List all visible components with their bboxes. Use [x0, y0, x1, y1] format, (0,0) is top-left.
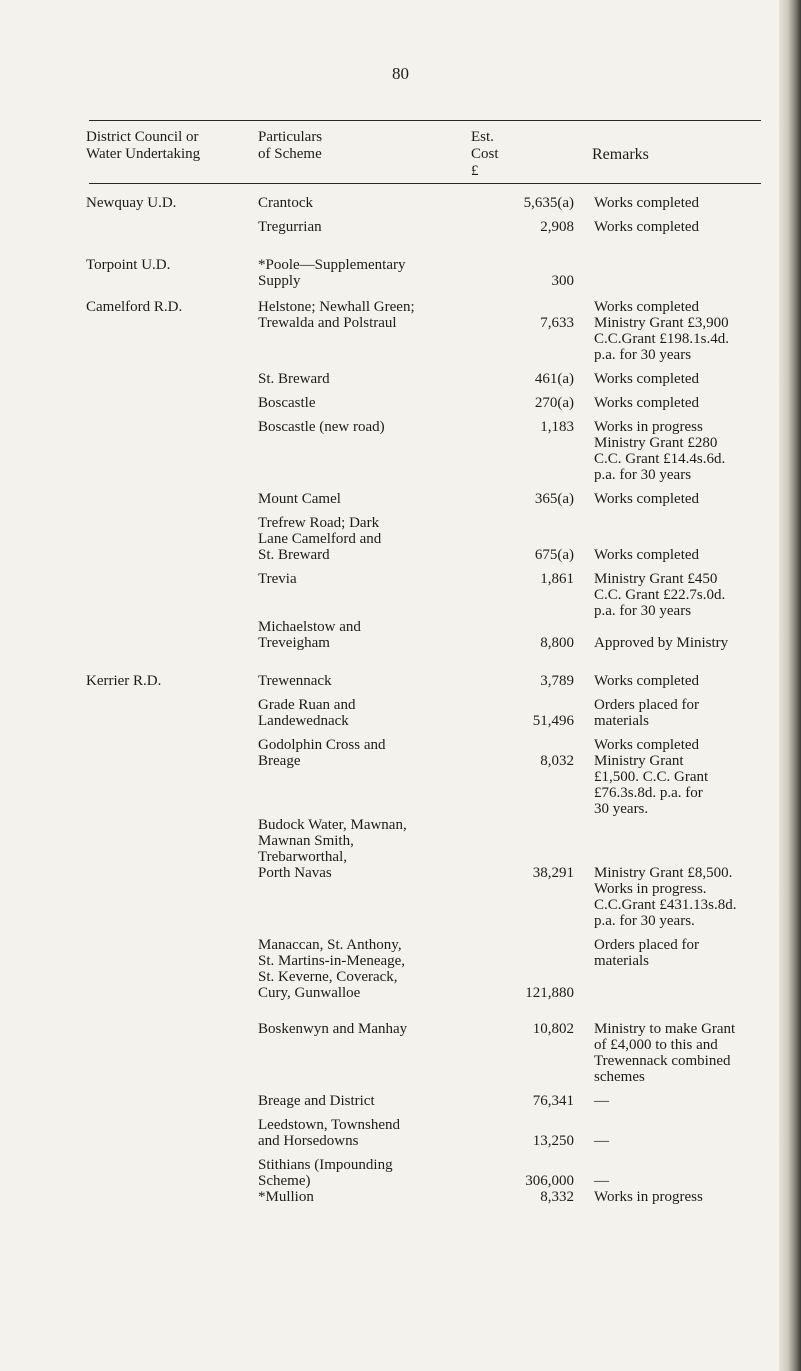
row-remarks: Orders placed for materials — [594, 937, 699, 969]
row-particulars: Trewennack — [258, 673, 332, 689]
table-row — [0, 673, 801, 689]
row-cost: 38,291 — [532, 865, 574, 881]
page-edge-shadow — [779, 0, 801, 1371]
row-particulars: Leedstown, Townshend and Horsedowns — [258, 1117, 400, 1149]
row-cost: 461(a) — [534, 371, 574, 387]
table-row — [0, 737, 801, 817]
row-cost: 3,789 — [540, 673, 574, 689]
row-particulars: Trefrew Road; Dark Lane Camelford and St. Breward — [258, 515, 382, 563]
row-particulars: *Mullion — [258, 1189, 314, 1205]
row-remarks: Works completed — [594, 673, 700, 689]
page-number: 80 — [392, 64, 409, 83]
schemes-table — [0, 195, 801, 1205]
row-particulars: *Poole—Supplementary Supply — [258, 257, 406, 289]
header-district: District Council or Water Undertaking — [86, 129, 201, 162]
row-cost: 10,802 — [532, 1021, 574, 1037]
row-cost: 300 — [551, 273, 574, 289]
table-row — [0, 195, 801, 211]
row-district: Kerrier R.D. — [86, 673, 162, 689]
row-particulars: Michaelstow and Treveigham — [258, 619, 361, 651]
row-district: Camelford R.D. — [86, 299, 183, 315]
row-cost: 675(a) — [534, 547, 574, 563]
row-cost: 2,908 — [540, 219, 574, 235]
table-row — [0, 515, 801, 563]
table-row — [0, 299, 801, 363]
row-cost: 8,032 — [540, 753, 574, 769]
row-particulars: Boskenwyn and Manhay — [258, 1021, 408, 1037]
row-particulars: Budock Water, Mawnan, Mawnan Smith, Trebarworthal, Porth Navas — [258, 817, 407, 881]
table-row — [0, 419, 801, 483]
row-cost: 51,496 — [532, 713, 574, 729]
row-cost: 8,800 — [540, 635, 574, 651]
row-particulars: Godolphin Cross and Breage — [258, 737, 386, 769]
row-cost: 5,635(a) — [523, 195, 574, 211]
header-remarks: Remarks — [592, 146, 649, 163]
header-cost: Est. Cost £ — [471, 129, 499, 179]
row-remarks: — — [594, 1093, 609, 1109]
row-cost: 121,880 — [525, 985, 574, 1001]
row-particulars: St. Breward — [258, 371, 330, 387]
table-row — [0, 937, 801, 1001]
row-cost: 306,000 — [525, 1173, 574, 1189]
row-cost: 365(a) — [534, 491, 574, 507]
row-remarks: Works completed — [594, 395, 700, 411]
table-row — [0, 371, 801, 387]
row-remarks: Orders placed for materials — [594, 697, 699, 729]
table-row — [0, 1021, 801, 1085]
table-row — [0, 1093, 801, 1109]
table-row — [0, 571, 801, 619]
row-particulars: Mount Camel — [258, 491, 341, 507]
table-row — [0, 219, 801, 235]
row-remarks: Works in progress — [594, 1189, 703, 1205]
header-particulars: Particulars of Scheme — [258, 129, 323, 162]
row-particulars: Breage and District — [258, 1093, 375, 1109]
table-row — [0, 1117, 801, 1149]
table-row — [0, 817, 801, 929]
row-cost: 1,861 — [540, 571, 574, 587]
row-remarks: Works completed Ministry Grant £1,500. C.C. Grant £76.3s.8d. p.a. for 30 years. — [594, 737, 709, 817]
row-cost: 13,250 — [532, 1133, 574, 1149]
row-remarks: Ministry to make Grant of £4,000 to this and Trewennack combined schemes — [594, 1021, 736, 1085]
row-particulars: Boscastle — [258, 395, 316, 411]
row-remarks: Works in progress Ministry Grant £280 C.C. Grant £14.4s.6d. p.a. for 30 years — [594, 419, 726, 483]
table-row — [0, 491, 801, 507]
row-particulars: Trevia — [258, 571, 297, 587]
table-row — [0, 257, 801, 289]
row-remarks: — — [594, 1133, 609, 1149]
row-remarks: Works completed — [594, 547, 700, 563]
row-remarks: Works completed — [594, 195, 700, 211]
row-cost: 7,633 — [540, 315, 574, 331]
table-row — [0, 1189, 801, 1205]
row-remarks: Works completed — [594, 219, 700, 235]
row-particulars: Grade Ruan and Landewednack — [258, 697, 356, 729]
row-remarks: Ministry Grant £450 C.C. Grant £22.7s.0d. p.a. for 30 years — [594, 571, 726, 619]
table-row — [0, 1157, 801, 1189]
row-remarks: Ministry Grant £8,500. Works in progress. C.C.Grant £431.13s.8d. p.a. for 30 years. — [594, 865, 737, 929]
table-row — [0, 619, 801, 651]
row-remarks: Works completed Ministry Grant £3,900 C.C.Grant £198.1s.4d. p.a. for 30 years — [594, 299, 729, 363]
row-remarks: Approved by Ministry — [594, 635, 729, 651]
row-cost: 8,332 — [540, 1189, 574, 1205]
row-district: Newquay U.D. — [86, 195, 177, 211]
row-particulars: Crantock — [258, 195, 313, 211]
row-district: Torpoint U.D. — [86, 257, 171, 273]
row-cost: 76,341 — [532, 1093, 574, 1109]
header-bottom-rule — [89, 183, 761, 184]
row-cost: 1,183 — [540, 419, 574, 435]
table-row — [0, 395, 801, 411]
row-particulars: Manaccan, St. Anthony, St. Martins-in-Meneage, St. Keverne, Coverack, Cury, Gunwalloe — [258, 937, 406, 1001]
header-top-rule — [89, 120, 761, 121]
row-remarks: Works completed — [594, 371, 700, 387]
row-particulars: Stithians (Impounding Scheme) — [258, 1157, 393, 1189]
row-particulars: Helstone; Newhall Green; Trewalda and Polstraul — [258, 299, 415, 331]
row-cost: 270(a) — [534, 395, 574, 411]
table-row — [0, 697, 801, 729]
row-particulars: Tregurrian — [258, 219, 322, 235]
row-remarks: Works completed — [594, 491, 700, 507]
row-remarks: — — [594, 1173, 609, 1189]
row-particulars: Boscastle (new road) — [258, 419, 385, 435]
